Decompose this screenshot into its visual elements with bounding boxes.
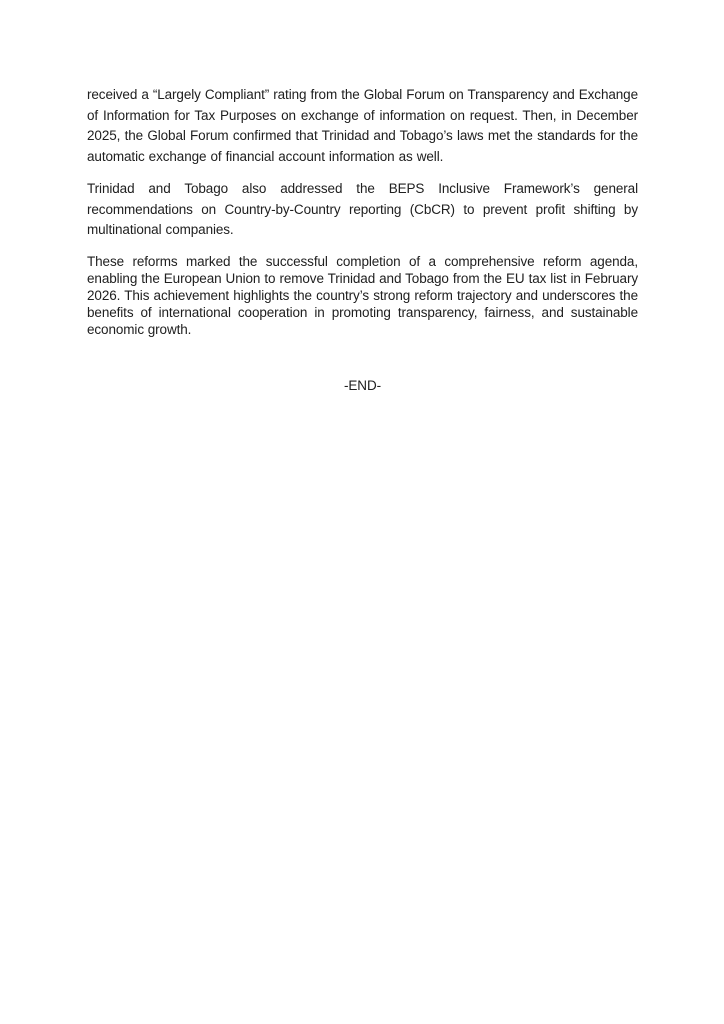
paragraph-beps-framework: Trinidad and Tobago also addressed the BEPS Inclusive Framework’s general recommendations on Country-by-Country reporting (CbCR) to prevent profit shifting by multinational companies. bbox=[87, 181, 638, 237]
paragraph-global-forum-rating: received a “Largely Compliant” rating from the Global Forum on Transparency and Exchange of Information for Tax Purposes on exchange of information on request. Then, in December 2025, the Global Forum confirmed that Trinidad and Tobago’s laws met the standards for the automatic exchange of financial account information as well. bbox=[87, 87, 638, 164]
document-body bbox=[87, 85, 638, 396]
end-marker: -END- bbox=[344, 377, 381, 393]
paragraph-reform-completion: These reforms marked the successful completion of a comprehensive reform agenda, enabling the European Union to remove Trinidad and Tobago from the EU tax list in February 2026. This achievement highlights the country’s strong reform trajectory and underscores the benefits of international cooperation in promoting transparency, fairness, and sustainable economic growth. bbox=[87, 253, 638, 337]
